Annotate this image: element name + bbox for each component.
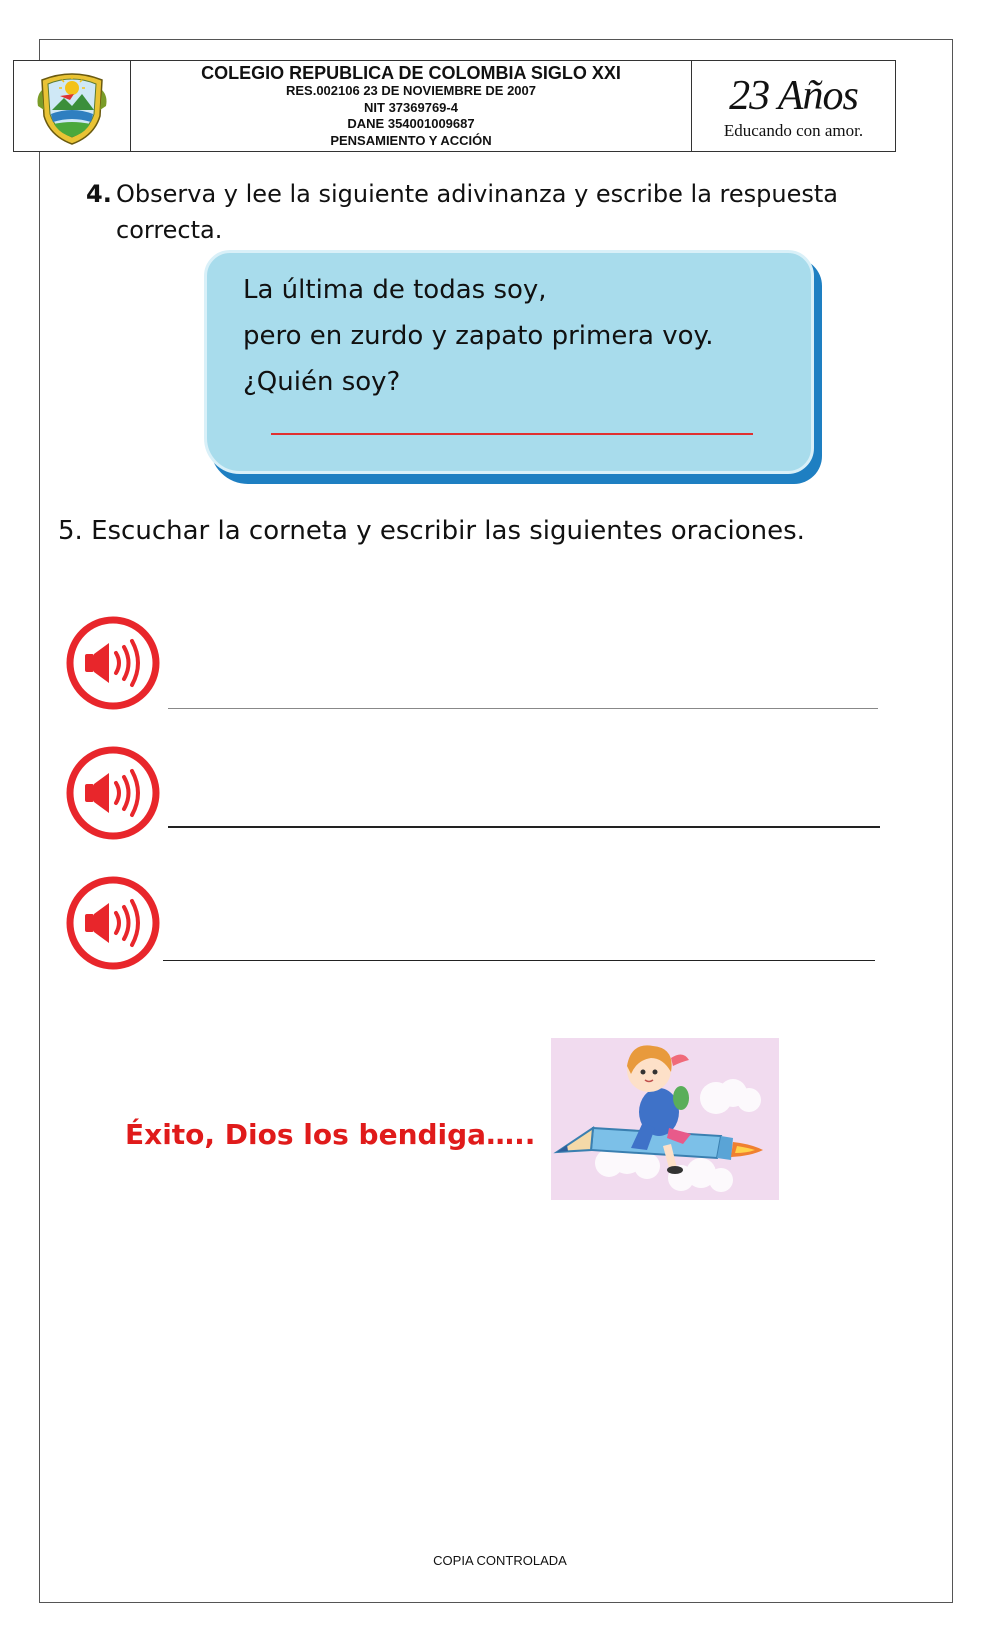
anniversary-box: [692, 61, 895, 151]
motto: Educando con amor.: [723, 121, 864, 140]
riddle-line-3: ¿Quién soy?: [243, 367, 401, 397]
riddle-answer-line[interactable]: [271, 433, 753, 435]
nit: NIT 37369769-4: [364, 99, 458, 115]
answer-line-1[interactable]: [168, 708, 878, 709]
dane: DANE 354001009687: [347, 116, 475, 131]
anniversary-text: 23 Años: [729, 73, 858, 119]
answer-line-2[interactable]: [168, 826, 880, 828]
audio-button-2[interactable]: [65, 745, 161, 841]
answer-line-3[interactable]: [163, 960, 875, 961]
question-number: 4.: [86, 180, 112, 208]
footer-note: COPIA CONTROLADA: [433, 1553, 567, 1568]
question-4: [86, 176, 866, 248]
school-info: [131, 61, 692, 151]
audio-button-3[interactable]: [65, 875, 161, 971]
farewell-message: Éxito, Dios los bendiga…..: [125, 1118, 536, 1151]
speaker-volume-icon: [65, 745, 161, 841]
audio-button-1[interactable]: [65, 615, 161, 711]
school-name: COLEGIO REPUBLICA DE COLOMBIA SIGLO XXI: [201, 63, 621, 83]
speaker-volume-icon: [65, 875, 161, 971]
slogan: PENSAMIENTO Y ACCIÓN: [330, 132, 492, 148]
resolution: RES.002106 23 DE NOVIEMBRE DE 2007: [285, 83, 536, 98]
riddle-line-2: pero en zurdo y zapato primera voy.: [243, 321, 714, 351]
school-crest-logo: [14, 61, 131, 151]
school-header: [13, 60, 896, 152]
riddle-box: [204, 250, 814, 474]
speaker-volume-icon: [65, 615, 161, 711]
girl-riding-pencil-rocket: [551, 1038, 779, 1200]
riddle-line-1: La última de todas soy,: [243, 275, 547, 305]
question-text: Observa y lee la siguiente adivinanza y escribe la respuesta correcta.: [116, 180, 838, 244]
question-5: 5. Escuchar la corneta y escribir las siguientes oraciones.: [58, 516, 805, 546]
